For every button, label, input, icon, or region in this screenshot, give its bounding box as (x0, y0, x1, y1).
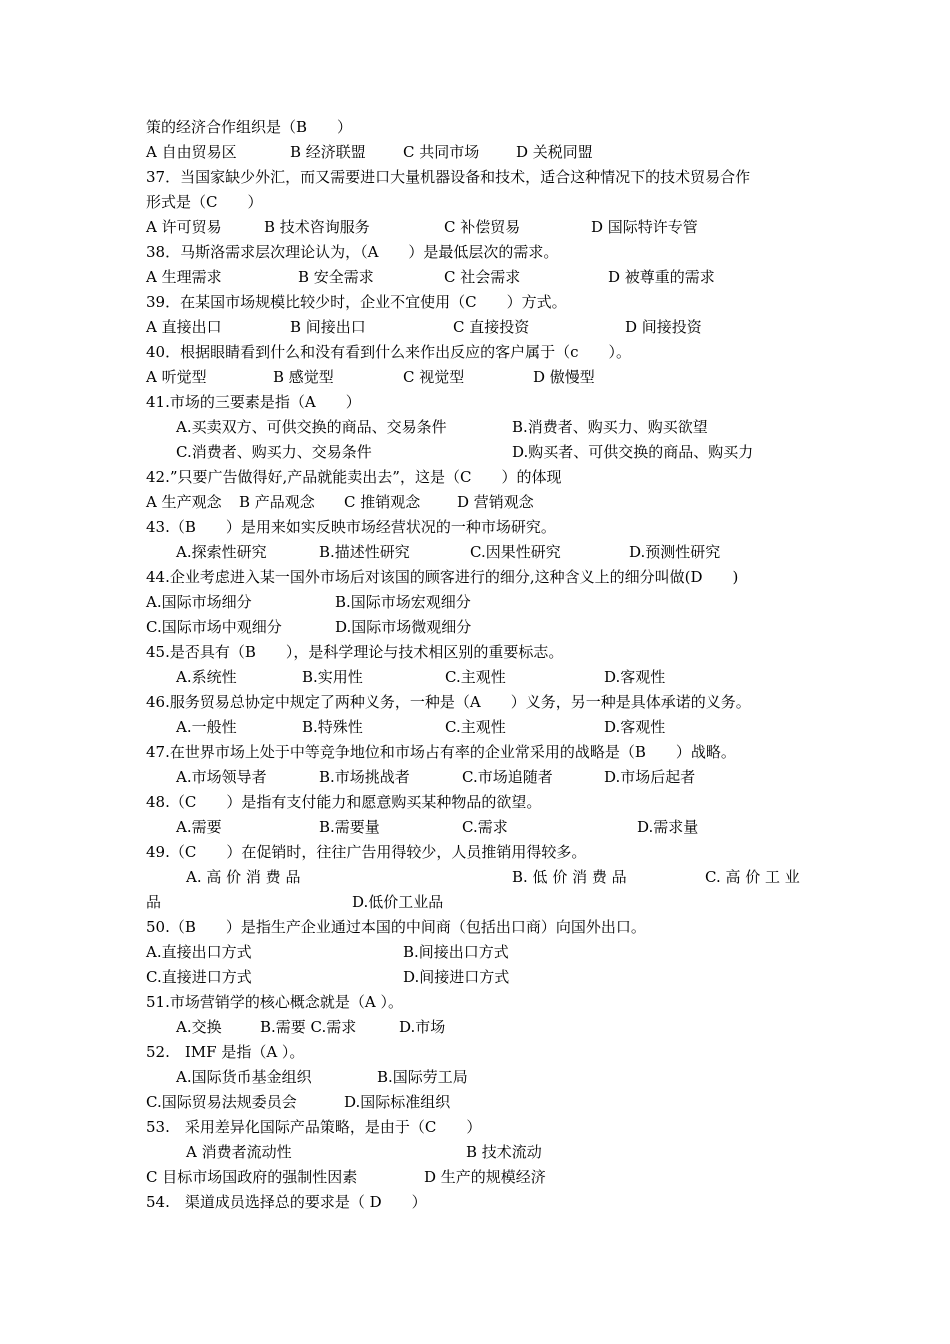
option-a: A.直接出口方式 (146, 943, 252, 961)
option-c: C.因果性研究 (470, 543, 561, 561)
option-c: C.消费者、购买力、交易条件 (176, 443, 372, 461)
option-b: B.市场挑战者 (319, 768, 410, 786)
option-a: A. 高 价 消 费 品 (186, 868, 301, 886)
text-segment: 54. 渠道成员选择总的要求是（ D ） (146, 1193, 427, 1211)
option-a: A.国际货币基金组织 (176, 1068, 312, 1086)
text-segment: 51.市场营销学的核心概念就是（A ）。 (146, 993, 403, 1011)
text-segment: 48.（C ）是指有支付能力和愿意购买某种物品的欲望。 (146, 793, 542, 811)
option-d: D.国际市场微观细分 (335, 618, 472, 636)
option-c: C.需求 (462, 818, 508, 836)
question-54 (146, 1192, 427, 1252)
option-c: C 补偿贸易 (444, 218, 521, 236)
option-c: C.直接进口方式 (146, 968, 252, 986)
option-a: A.市场领导者 (176, 768, 267, 786)
option-b: B. 低 价 消 费 品 (512, 868, 627, 886)
option-a: A 听觉型 (146, 368, 207, 386)
option-d: D.需求量 (637, 818, 699, 836)
text-segment: 42.”只要广告做得好,产品就能卖出去”，这是（C ）的体现 (146, 468, 562, 486)
option-b: B 经济联盟 (290, 143, 366, 161)
option-b: B.实用性 (302, 668, 363, 686)
option-b: B.描述性研究 (319, 543, 410, 561)
option-d: D.市场后起者 (604, 768, 696, 786)
option-a: A.国际市场细分 (146, 593, 252, 611)
option-b: B.国际市场宏观细分 (335, 593, 471, 611)
option-a: A.一般性 (176, 718, 237, 736)
option-c: C 视觉型 (403, 368, 465, 386)
text-segment: 形式是（C ） (146, 193, 263, 211)
option-a: A 生产观念 (146, 493, 222, 511)
text-segment: 44.企业考虑进入某一国外市场后对该国的顾客进行的细分,这种含义上的细分叫做(D ) (146, 568, 739, 586)
option-b: B 产品观念 (239, 493, 315, 511)
option-c: C.主观性 (445, 668, 506, 686)
option-a: A 生理需求 (146, 268, 222, 286)
option-d: D 生产的规模经济 (424, 1168, 546, 1186)
option-b: B.消费者、购买力、购买欲望 (512, 418, 708, 436)
option-c: C.主观性 (445, 718, 506, 736)
text-segment: 49.（C ）在促销时，往往广告用得较少，人员推销用得较多。 (146, 843, 587, 861)
text-segment: 38．马斯洛需求层次理论认为，（A ）是最低层次的需求。 (146, 243, 559, 261)
option-d: D.低价工业品 (352, 893, 444, 911)
text-segment: 52. IMF 是指（A ）。 (146, 1043, 305, 1061)
option-a: A.买卖双方、可供交换的商品、交易条件 (176, 418, 447, 436)
option-a: A 直接出口 (146, 318, 222, 336)
text-segment: 47.在世界市场上处于中等竞争地位和市场占有率的企业常采用的战略是（B ）战略。 (146, 743, 736, 761)
option-d: D.国际标准组织 (344, 1093, 451, 1111)
option-c: C 共同市场 (403, 143, 480, 161)
option-c: C.国际市场中观细分 (146, 618, 282, 636)
option-b: B.间接出口方式 (403, 943, 509, 961)
text-segment: 39．在某国市场规模比较少时，企业不宜使用（C ）方式。 (146, 293, 567, 311)
text-segment: 策的经济合作组织是（B ） (146, 118, 353, 136)
text-segment: 53. 采用差异化国际产品策略，是由于（C ） (146, 1118, 482, 1136)
option-c: C.国际贸易法规委员会 (146, 1093, 297, 1111)
option-c: C. 高 价 工 业 (705, 868, 800, 886)
option-d: D.客观性 (604, 668, 666, 686)
option-d: D 国际特许专管 (591, 218, 698, 236)
option-d: D 营销观念 (457, 493, 534, 511)
option-a: A.交换 (176, 1018, 222, 1036)
option-a: A.需要 (176, 818, 222, 836)
option-d: D 关税同盟 (516, 143, 593, 161)
option-a: A.系统性 (176, 668, 237, 686)
option-d: D 傲慢型 (533, 368, 595, 386)
option-b: B 技术流动 (466, 1143, 542, 1161)
option-c-continued: 品 (146, 893, 162, 911)
text-segment: 45.是否具有（B ），是科学理论与技术相区别的重要标志。 (146, 643, 564, 661)
option-a: A 消费者流动性 (186, 1143, 292, 1161)
option-d: D.购买者、可供交换的商品、购买力 (512, 443, 754, 461)
option-c: C 目标市场国政府的强制性因素 (146, 1168, 358, 1186)
option-a: A 许可贸易 (146, 218, 222, 236)
option-b: B.国际劳工局 (377, 1068, 468, 1086)
option-c: C.市场追随者 (462, 768, 553, 786)
option-c: C 推销观念 (344, 493, 421, 511)
option-d: D.间接进口方式 (403, 968, 510, 986)
option-d: D.预测性研究 (629, 543, 721, 561)
option-b: B 技术咨询服务 (264, 218, 370, 236)
text-segment: 40．根据眼睛看到什么和没有看到什么来作出反应的客户属于（c ）。 (146, 343, 631, 361)
option-d: D 被尊重的需求 (608, 268, 715, 286)
option-d: D.客观性 (604, 718, 666, 736)
text-segment: 50.（B ）是指生产企业通过本国的中间商（包括出口商）向国外出口。 (146, 918, 646, 936)
option-b-c: B.需要 C.需求 (260, 1018, 357, 1036)
option-b: B 间接出口 (290, 318, 366, 336)
option-d: D.市场 (399, 1018, 446, 1036)
option-b: B 感觉型 (273, 368, 334, 386)
option-a: A 自由贸易区 (146, 143, 237, 161)
option-b: B 安全需求 (298, 268, 374, 286)
text-segment: 41.市场的三要素是指（A ） (146, 393, 361, 411)
option-b: B.需要量 (319, 818, 380, 836)
option-c: C 社会需求 (444, 268, 521, 286)
option-a: A.探索性研究 (176, 543, 267, 561)
text-segment: 43.（B ）是用来如实反映市场经营状况的一种市场研究。 (146, 518, 556, 536)
text-segment: 46.服务贸易总协定中规定了两种义务，一种是（A ）义务，另一种是具体承诺的义务。 (146, 693, 751, 711)
option-d: D 间接投资 (625, 318, 702, 336)
option-b: B.特殊性 (302, 718, 363, 736)
option-c: C 直接投资 (453, 318, 530, 336)
text-segment: 37．当国家缺少外汇，而又需要进口大量机器设备和技术，适合这种情况下的技术贸易合作 (146, 168, 751, 186)
